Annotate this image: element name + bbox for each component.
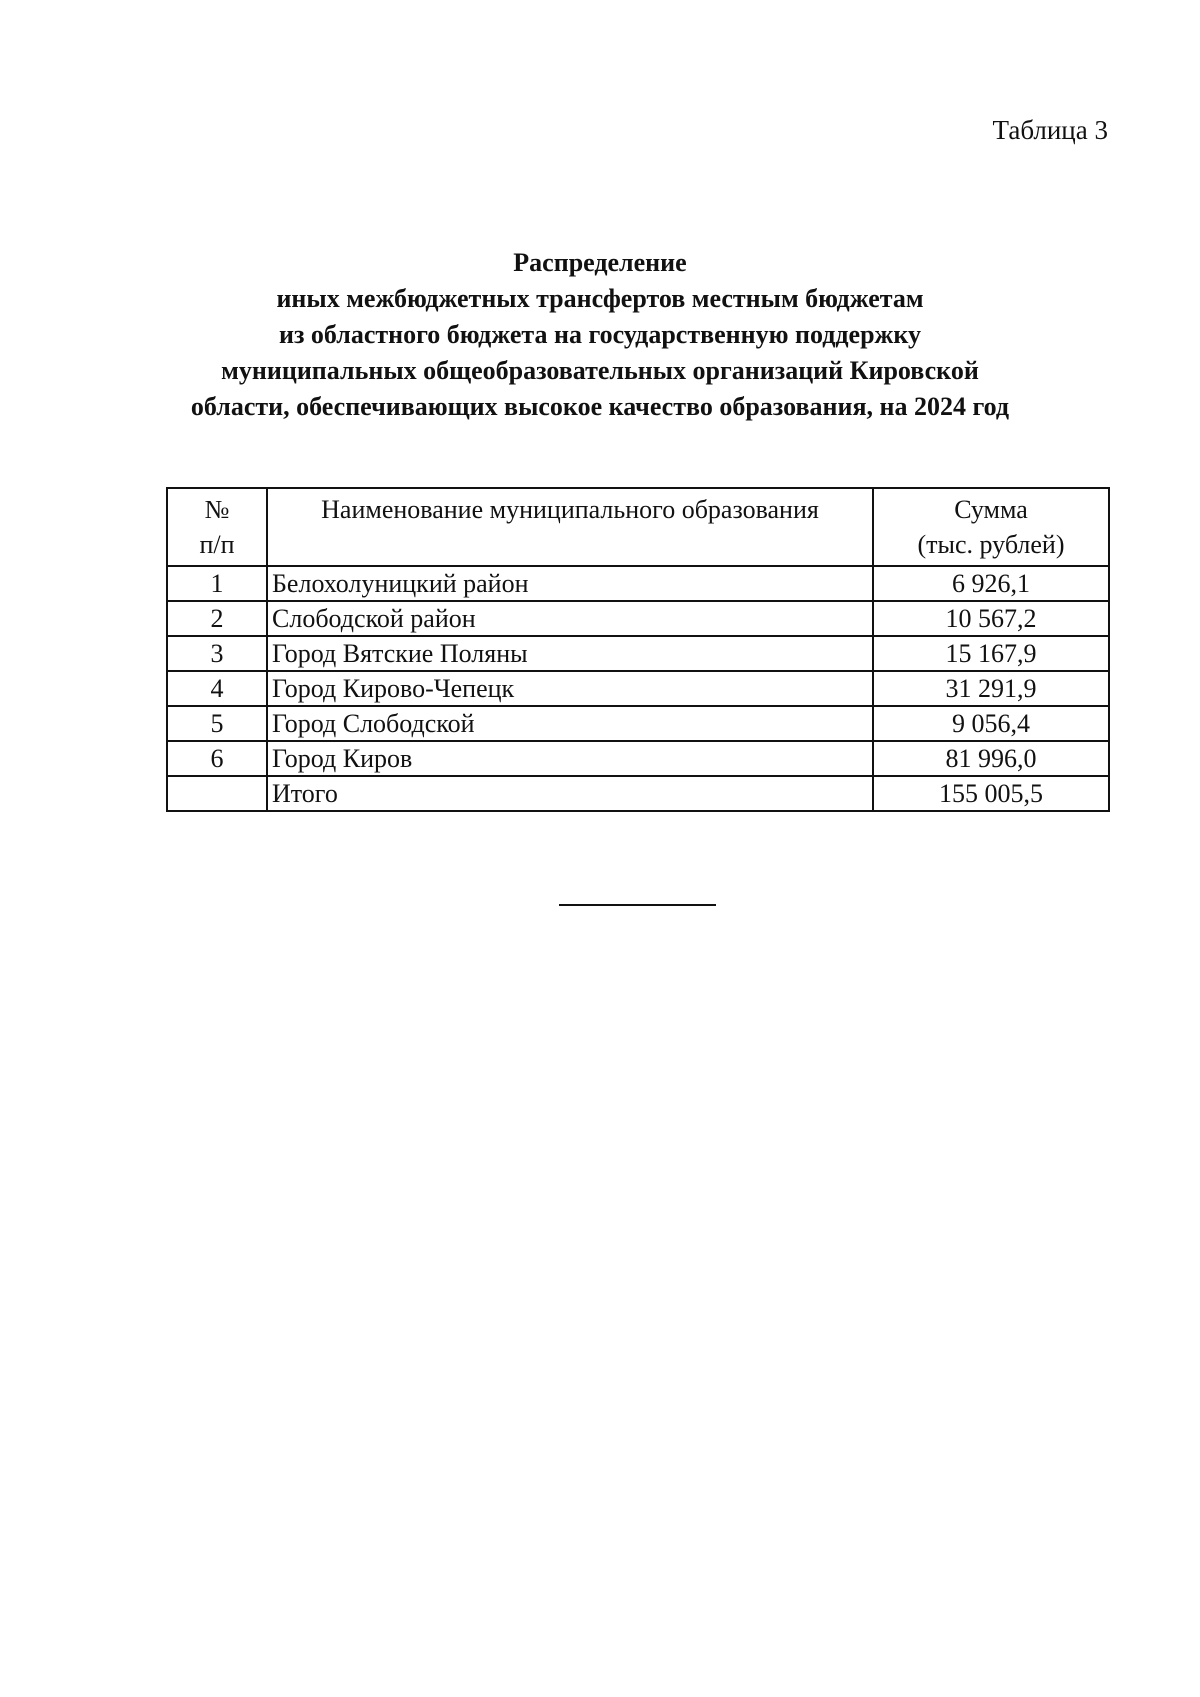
- document-title: [100, 245, 1100, 425]
- header-number-line1: №: [204, 495, 230, 524]
- row-name: Слободской район: [267, 601, 873, 636]
- row-name: Город Вятские Поляны: [267, 636, 873, 671]
- table-row: [167, 741, 1109, 776]
- row-name: Город Киров: [267, 741, 873, 776]
- row-number: 4: [167, 671, 267, 706]
- row-number: 2: [167, 601, 267, 636]
- header-sum-line2: (тыс. рублей): [917, 530, 1065, 559]
- table-row: [167, 636, 1109, 671]
- row-number: 6: [167, 741, 267, 776]
- title-line: Распределение: [513, 248, 687, 277]
- row-sum: 6 926,1: [873, 566, 1109, 601]
- row-sum: 9 056,4: [873, 706, 1109, 741]
- table-row: [167, 601, 1109, 636]
- row-sum: 15 167,9: [873, 636, 1109, 671]
- header-sum: [873, 488, 1109, 566]
- row-number: 3: [167, 636, 267, 671]
- header-sum-line1: Сумма: [954, 495, 1028, 524]
- total-number: [167, 776, 267, 811]
- table-header-row: [167, 488, 1109, 566]
- title-line: области, обеспечивающих высокое качество образования, на 2024 год: [190, 392, 1010, 421]
- title-line: иных межбюджетных трансфертов местным бюджетам: [276, 284, 924, 313]
- table-total-row: [167, 776, 1109, 811]
- total-label: Итого: [267, 776, 873, 811]
- table-row: [167, 566, 1109, 601]
- title-line: из областного бюджета на государственную поддержку: [278, 320, 922, 349]
- table-number: Таблица 3: [992, 115, 1108, 145]
- header-number-line2: п/п: [199, 530, 235, 559]
- row-number: 5: [167, 706, 267, 741]
- total-sum: 155 005,5: [873, 776, 1109, 811]
- row-sum: 81 996,0: [873, 741, 1109, 776]
- table-row: [167, 706, 1109, 741]
- header-name: Наименование муниципального образования: [267, 488, 873, 566]
- row-name: Город Кирово-Чепецк: [267, 671, 873, 706]
- row-name: Белохолуницкий район: [267, 566, 873, 601]
- table-row: [167, 671, 1109, 706]
- row-sum: 10 567,2: [873, 601, 1109, 636]
- row-name: Город Слободской: [267, 706, 873, 741]
- row-number: 1: [167, 566, 267, 601]
- title-line: муниципальных общеобразовательных организаций Кировской: [221, 356, 979, 385]
- end-divider: [559, 904, 716, 906]
- header-number: [167, 488, 267, 566]
- distribution-table: [166, 487, 1110, 812]
- row-sum: 31 291,9: [873, 671, 1109, 706]
